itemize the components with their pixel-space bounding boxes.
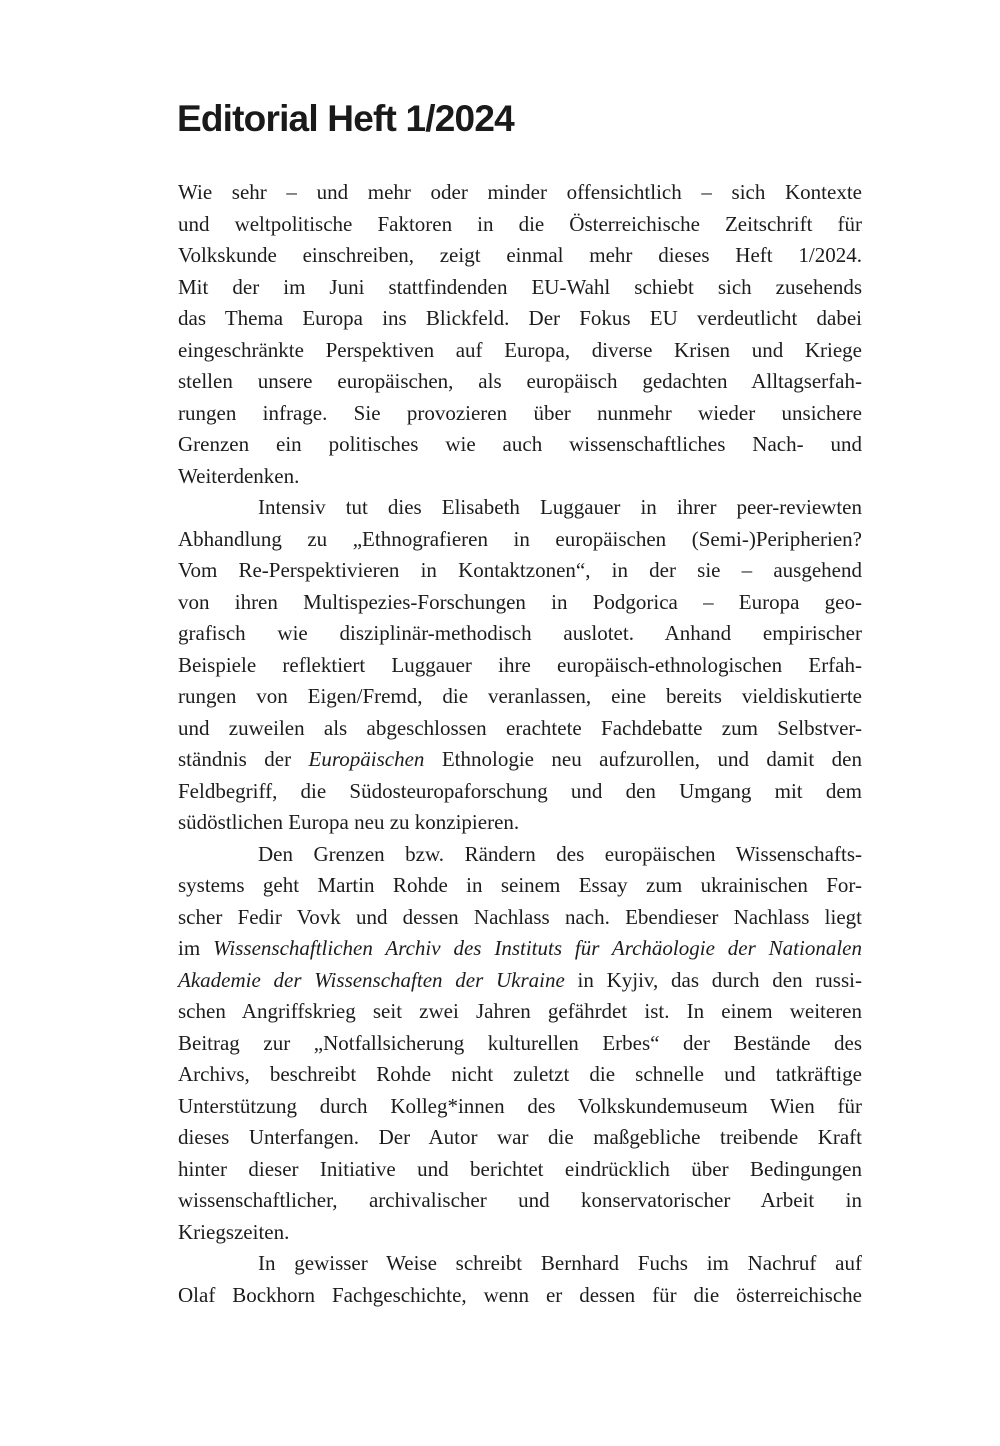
text-segment: ständnis der (178, 747, 309, 771)
text-line (178, 555, 862, 587)
text-line (178, 1185, 862, 1217)
text-segment: systems geht Martin Rohde in seinem Essay zum ukrainischen For- (178, 873, 862, 897)
text-line (178, 1059, 862, 1091)
text-segment: wissenschaftlicher, archivalischer und konservatorischer Arbeit in (178, 1188, 862, 1212)
text-segment: und weltpolitische Faktoren in die Österreichische Zeitschrift für (178, 211, 862, 236)
text-segment: südöstlichen Europa neu zu konzipieren. (178, 810, 520, 834)
text-line (178, 429, 862, 461)
text-segment: stellen unsere europäischen, als europäisch gedachten Alltagserfah- (178, 369, 862, 393)
text-line (178, 1248, 862, 1280)
italic-text: Akademie der Wissenschaften der Ukraine (178, 967, 565, 992)
italic-text: Europäischen (308, 747, 425, 771)
text-segment: In gewisser Weise schreibt Bernhard Fuchs im Nachruf auf (258, 1251, 862, 1275)
text-segment: Unterstützung durch Kolleg*innen des Volkskundemuseum Wien für (178, 1093, 862, 1118)
text-segment: Grenzen ein politisches wie auch wissenschaftliches Nach- und (178, 432, 862, 456)
text-segment: Beispiele reflektiert Luggauer ihre europäisch-ethnologischen Erfah- (178, 652, 862, 677)
text-line (178, 272, 862, 304)
text-line (178, 1217, 862, 1249)
text-line (178, 335, 862, 367)
text-line (178, 870, 862, 902)
text-line (178, 681, 862, 713)
text-segment: Weiterdenken. (178, 463, 300, 488)
text-line (178, 461, 862, 493)
text-line (178, 587, 862, 619)
text-line (178, 366, 862, 398)
text-line (178, 1028, 862, 1060)
text-segment: Ethnologie neu aufzurollen, und damit den (424, 747, 862, 771)
italic-text: Wissenschaftlichen Archiv des Instituts für Archäologie der Nationalen (213, 936, 863, 960)
text-segment: eingeschränkte Perspektiven auf Europa, diverse Krisen und Kriege (178, 337, 862, 362)
text-segment: und zuweilen als abgeschlossen erachtete Fachdebatte zum Selbstver- (178, 715, 862, 740)
text-line (178, 776, 862, 808)
text-line (178, 807, 862, 839)
text-segment: Den Grenzen bzw. Rändern des europäischen Wissenschafts- (258, 841, 862, 866)
text-segment: hinter dieser Initiative und berichtet eindrücklich über Bedingungen (178, 1156, 862, 1181)
text-segment: in Kyjiv, das durch den russi- (564, 967, 862, 992)
text-line (178, 524, 862, 556)
text-segment: rungen infrage. Sie provozieren über nunmehr wieder unsichere (178, 400, 862, 425)
text-segment: Kriegszeiten. (178, 1219, 290, 1244)
paragraph (178, 1248, 862, 1311)
text-line (178, 744, 862, 776)
text-line (178, 492, 862, 524)
page-title: Editorial Heft 1/2024 (177, 98, 514, 139)
text-line (178, 1280, 862, 1312)
text-segment: schen Angriffskrieg seit zwei Jahren gefährdet ist. In einem weiteren (178, 999, 862, 1023)
text-line (178, 177, 862, 209)
text-segment: Intensiv tut dies Elisabeth Luggauer in ihrer peer-reviewten (258, 495, 862, 519)
text-segment: Volkskunde einschreiben, zeigt einmal mehr dieses Heft 1/2024. (178, 243, 862, 267)
text-line (178, 650, 862, 682)
text-line (178, 996, 862, 1028)
text-segment: grafisch wie disziplinär-methodisch auslotet. Anhand empirischer (178, 621, 862, 645)
text-line (178, 398, 862, 430)
text-segment: Beitrag zur „Notfallsicherung kulturellen Erbes“ der Bestände des (178, 1030, 862, 1055)
text-line (178, 933, 862, 965)
text-segment: Feldbegriff, die Südosteuropaforschung und den Umgang mit dem (178, 778, 862, 803)
text-line (178, 1154, 862, 1186)
text-line (178, 618, 862, 650)
text-segment: Mit der im Juni stattfindenden EU-Wahl schiebt sich zusehends (178, 274, 862, 299)
text-line (178, 902, 862, 934)
text-segment: dieses Unterfangen. Der Autor war die maßgebliche treibende Kraft (178, 1125, 862, 1149)
text-segment: Abhandlung zu „Ethnografieren in europäischen (Semi-)Peripherien? (178, 526, 862, 551)
text-line (178, 1091, 862, 1123)
paragraph (178, 839, 862, 1249)
text-segment: rungen von Eigen/Fremd, die veranlassen, eine bereits vieldiskutierte (178, 684, 862, 708)
text-line (178, 839, 862, 871)
text-line (178, 1122, 862, 1154)
paragraph (178, 492, 862, 839)
text-segment: Wie sehr – und mehr oder minder offensichtlich – sich Kontexte (178, 180, 862, 204)
text-segment: Archivs, beschreibt Rohde nicht zuletzt die schnelle und tatkräftige (178, 1062, 862, 1086)
text-line (178, 209, 862, 241)
text-line (178, 240, 862, 272)
text-segment: scher Fedir Vovk und dessen Nachlass nach. Ebendieser Nachlass liegt (178, 904, 862, 929)
text-segment: Vom Re-Perspektivieren in Kontaktzonen“, in der sie – ausgehend (178, 558, 862, 582)
text-line (178, 965, 862, 997)
text-segment: Olaf Bockhorn Fachgeschichte, wenn er dessen für die österreichische (178, 1282, 862, 1307)
text-line (178, 303, 862, 335)
paragraph (178, 177, 862, 492)
text-segment: von ihren Multispezies-Forschungen in Podgorica – Europa geo- (178, 589, 862, 614)
text-segment: im (178, 936, 214, 960)
text-line (178, 713, 862, 745)
text-segment: das Thema Europa ins Blickfeld. Der Fokus EU verdeutlicht dabei (178, 306, 862, 330)
editorial-body (178, 177, 862, 1311)
